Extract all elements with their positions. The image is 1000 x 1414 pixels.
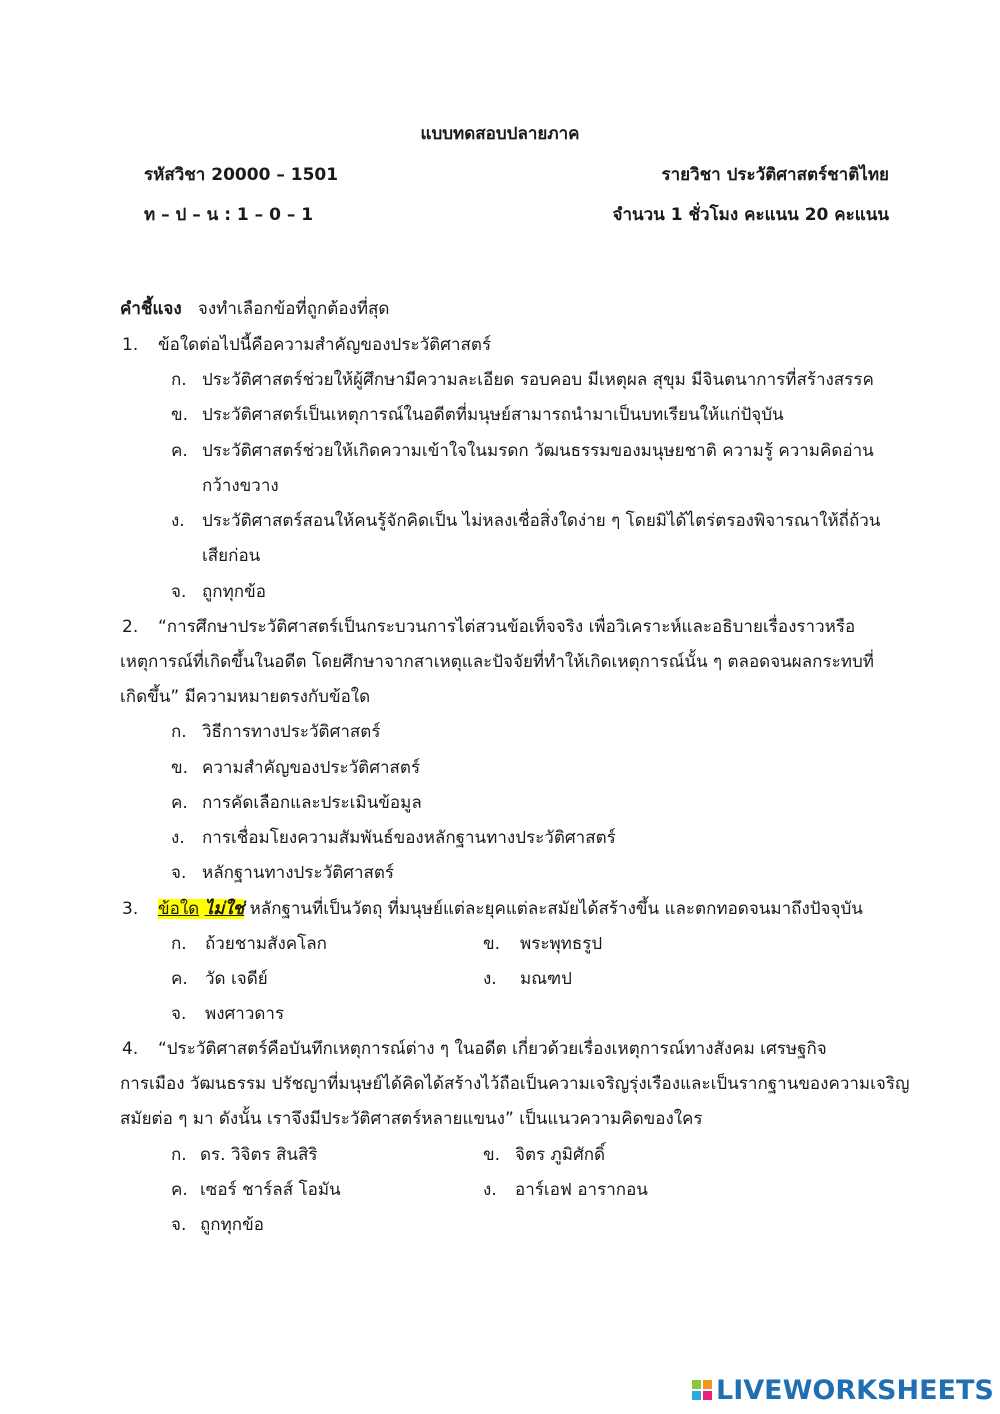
liveworksheets-wordmark: LIVEWORKSHEETS [716, 1374, 994, 1406]
q1-choice-continuation: กว้างขวาง [202, 476, 279, 496]
q3-highlight-which: ข้อใด [158, 899, 200, 919]
course-name: รายวิชา ประวัติศาสตร์ชาติไทย [661, 165, 889, 185]
liveworksheets-mark-icon [692, 1380, 712, 1400]
q3-choice-text: พระพุทธรูป [520, 934, 603, 954]
q3-choice-text: มณฑป [520, 969, 572, 989]
q4-choice-label[interactable]: จ. [171, 1215, 187, 1235]
q4-text-line: สมัยต่อ ๆ มา ดังนั้น เราจึงมีประวัติศาสตร์หลายแขนง” เป็นแนวความคิดของใคร [120, 1109, 703, 1129]
course-code: รหัสวิชา 20000 – 1501 [144, 165, 339, 185]
q3-choice-text: ถ้วยชามสังคโลก [205, 934, 327, 954]
q1-choice-continuation: เสียก่อน [202, 546, 261, 566]
q2-choice-label[interactable]: ง. [171, 828, 185, 848]
q3-highlight [158, 899, 244, 919]
q1-choice-text: ประวัติศาสตร์ช่วยให้ผู้ศึกษามีความละเอียด รอบคอบ มีเหตุผล สุขุม มีจินตนาการที่สร้างสรรค [202, 370, 874, 390]
q1-choice-label[interactable]: ค. [171, 441, 188, 461]
q3-choice-label[interactable]: ง. [483, 969, 497, 989]
q4-text-line: “ประวัติศาสตร์คือบันทึกเหตุการณ์ต่าง ๆ ในอดีต เกี่ยวด้วยเรื่องเหตุการณ์ทางสังคม เศรษฐกิจ [158, 1039, 827, 1059]
q3-choice-label[interactable]: ก. [171, 934, 187, 954]
q3-choice-text: พงศาวดาร [205, 1004, 285, 1024]
time-score: จำนวน 1 ชั่วโมง คะแนน 20 คะแนน [612, 205, 889, 225]
q2-choice-label[interactable]: ก. [171, 722, 187, 742]
q2-text-line: เกิดขึ้น” มีความหมายตรงกับข้อใด [120, 687, 371, 707]
q3-number: 3. [122, 899, 139, 919]
logo-square [692, 1380, 701, 1389]
logo-square [703, 1391, 712, 1400]
q2-choice-label[interactable]: จ. [171, 863, 187, 883]
logo-square [703, 1380, 712, 1389]
q4-choice-text: จิตร ภูมิศักดิ์ [515, 1145, 606, 1165]
instructions-text: จงทำเลือกข้อที่ถูกต้องที่สุด [197, 299, 390, 319]
q2-text-line: “การศึกษาประวัติศาสตร์เป็นกระบวนการไต่สวนข้อเท็จจริง เพื่อวิเคราะห์และอธิบายเรื่องราวหรือ [158, 617, 856, 637]
q4-text-line: การเมือง วัฒนธรรม ปรัชญาที่มนุษย์ได้คิดได้สร้างไว้ถือเป็นความเจริญรุ่งเรืองและเป็นรากฐานของความเจริญ [120, 1074, 910, 1094]
q4-choice-label[interactable]: ข. [483, 1145, 501, 1165]
q1-choice-text: ถูกทุกข้อ [202, 582, 266, 602]
q2-number: 2. [122, 617, 139, 637]
q1-choice-text: ประวัติศาสตร์สอนให้คนรู้จักคิดเป็น ไม่หลงเชื่อสิ่งใดง่าย ๆ โดยมิได้ไตร่ตรองพิจารณาให้ถี่ถ้วน [202, 511, 881, 531]
q4-choice-text: เซอร์ ชาร์ลส์ โอมัน [200, 1180, 341, 1200]
q1-number: 1. [122, 335, 139, 355]
q4-choice-label[interactable]: ก. [171, 1145, 187, 1165]
q3-choice-text: วัด เจดีย์ [205, 969, 268, 989]
q1-choice-label[interactable]: ก. [171, 370, 187, 390]
q3-text-rest: หลักฐานที่เป็นวัตถุ ที่มนุษย์แต่ละยุคแต่ละสมัยได้สร้างขึ้น และตกทอดจนมาถึงปัจจุบัน [244, 899, 863, 919]
q1-choice-text: ประวัติศาสตร์ช่วยให้เกิดความเข้าใจในมรดก วัฒนธรรมของมนุษยชาติ ความรู้ ความคิดอ่าน [202, 441, 874, 461]
q2-choice-text: หลักฐานทางประวัติศาสตร์ [202, 863, 395, 883]
q1-choice-label[interactable]: จ. [171, 582, 187, 602]
q2-choice-text: ความสำคัญของประวัติศาสตร์ [202, 758, 421, 778]
q1-choice-text: ประวัติศาสตร์เป็นเหตุการณ์ในอดีตที่มนุษย์สามารถนำมาเป็นบทเรียนให้แก่ปัจุบัน [202, 405, 784, 425]
credits: ท – ป – น : 1 – 0 – 1 [144, 205, 314, 225]
q4-choice-text: อาร์เอฟ อารากอน [515, 1180, 648, 1200]
q4-choice-text: ดร. วิจิตร สินสิริ [200, 1145, 318, 1165]
q3-choice-label[interactable]: ค. [171, 969, 188, 989]
q1-text: ข้อใดต่อไปนี้คือความสำคัญของประวัติศาสตร์ [158, 335, 492, 355]
q3-text [158, 897, 863, 921]
instructions [120, 297, 389, 321]
q4-choice-label[interactable]: ง. [483, 1180, 497, 1200]
q4-choice-label[interactable]: ค. [171, 1180, 188, 1200]
q3-highlight-not: ไม่ใช่ [204, 899, 245, 919]
q4-number: 4. [122, 1039, 139, 1059]
q3-choice-label[interactable]: จ. [171, 1004, 187, 1024]
q2-choice-text: วิธีการทางประวัติศาสตร์ [202, 722, 381, 742]
exam-title: แบบทดสอบปลายภาค [420, 124, 580, 144]
q1-choice-label[interactable]: ข. [171, 405, 189, 425]
q2-text-line: เหตุการณ์ที่เกิดขึ้นในอดีต โดยศึกษาจากสาเหตุและปัจจัยที่ทำให้เกิดเหตุการณ์นั้น ๆ ตลอดจนผลกระทบที่ [120, 652, 874, 672]
q2-choice-text: การคัดเลือกและประเมินข้อมูล [202, 793, 422, 813]
liveworksheets-logo [692, 1372, 994, 1408]
q2-choice-text: การเชื่อมโยงความสัมพันธ์ของหลักฐานทางประวัติศาสตร์ [202, 828, 616, 848]
q1-choice-label[interactable]: ง. [171, 511, 185, 531]
q2-choice-label[interactable]: ข. [171, 758, 189, 778]
logo-square [692, 1391, 701, 1400]
q3-choice-label[interactable]: ข. [483, 934, 501, 954]
q2-choice-label[interactable]: ค. [171, 793, 188, 813]
q4-choice-text: ถูกทุกข้อ [200, 1215, 264, 1235]
instructions-label: คำชี้แจง [120, 299, 182, 319]
